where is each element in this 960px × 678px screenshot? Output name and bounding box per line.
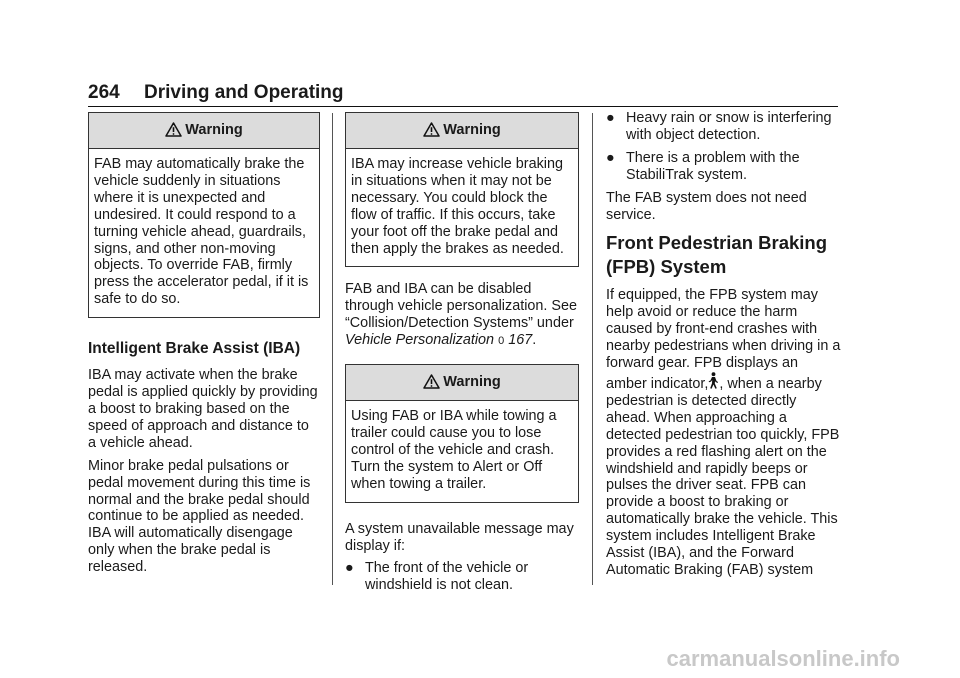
- list-item: [345, 560, 579, 594]
- column-1: [88, 110, 320, 582]
- fpb-heading: Front Pedestrian Braking (FPB) System: [606, 232, 828, 278]
- warning-box-towing: [345, 364, 579, 503]
- iba-paragraph-1: IBA may activate when the brake pedal is applied quickly by providing a boost to braking based on the speed of approach and distance to a vehicle ahead.: [88, 367, 318, 451]
- ref-arrow-icon: 0: [498, 335, 505, 348]
- warning-box-iba: [345, 112, 579, 267]
- warning-header: [89, 113, 319, 149]
- fpb-text-a: If equipped, the FPB system may help avoid or reduce the harm caused by front-end crashes with nearby pedestrians when driving in a forward gear. FPB displays an amber indicator,: [606, 287, 841, 392]
- fpb-paragraph: [606, 287, 842, 578]
- column-2: [345, 110, 579, 600]
- list-item-text: Heavy rain or snow is interfering with object detection.: [626, 110, 832, 143]
- personalization-link[interactable]: Vehicle Personalization: [345, 332, 495, 349]
- column-3: [606, 110, 842, 585]
- list-item-text: There is a problem with the StabiliTrak system.: [626, 149, 800, 183]
- unavailable-intro: A system unavailable message may display if:: [345, 520, 574, 554]
- warning-triangle-icon: [165, 122, 182, 137]
- warning-header: [346, 113, 578, 149]
- warning-title: Warning: [185, 122, 243, 138]
- iba-heading: Intelligent Brake Assist (IBA): [88, 340, 301, 358]
- warning-title: Warning: [443, 374, 501, 391]
- no-service-text: The FAB system does not need service.: [606, 189, 807, 223]
- page-number: 264: [88, 82, 120, 103]
- page-header: [88, 80, 838, 107]
- warning-header: [346, 365, 578, 401]
- bullet-icon: ●: [606, 149, 615, 166]
- fpb-text-b: , when a nearby pedestrian is detected directly ahead. When approaching a detected pedestrian too quickly, FPB provides a red flashing alert on the windshield and rapidly beeps or pulses the driver seat. FPB can provide a boost to braking or automatically brake the vehicle. This system includes Intelligent Brake Assist (IBA), and the Forward Automatic Braking (FAB) system: [606, 375, 840, 578]
- iba-paragraph-2: Minor brake pedal pulsations or pedal movement during this time is normal and the brake pedal should continue to be applied as needed. IBA will automatically disengage only when the brake pedal is released.: [88, 457, 311, 576]
- warning-triangle-icon: [423, 122, 440, 137]
- warning-text: Using FAB or IBA while towing a trailer could cause you to lose control of the vehicle and crash. Turn the system to Alert or Off when towing a trailer.: [351, 408, 557, 492]
- list-item: [606, 110, 842, 144]
- disable-text: FAB and IBA can be disabled through vehicle personalization. See “Collision/Detection Systems” under: [345, 281, 577, 332]
- warning-title: Warning: [443, 122, 501, 138]
- warning-text: FAB may automatically brake the vehicle suddenly in situations where it is unexpected and undesired. It could respond to a turning vehicle ahead, guardrails, signs, and other non-moving objects. To override FAB, firmly press the accelerator pedal, if it is safe to do so.: [94, 156, 309, 308]
- bullet-icon: ●: [345, 560, 354, 577]
- watermark: carmanualsonline.info: [666, 646, 900, 671]
- section-title: Driving and Operating: [144, 82, 344, 103]
- column-divider-1: [332, 113, 333, 585]
- warning-text: IBA may increase vehicle braking in situations when it may not be necessary. You could block the flow of traffic. If this occurs, take your foot off the brake pedal and then apply the brakes as needed.: [351, 156, 564, 257]
- bullet-icon: ●: [606, 110, 615, 126]
- warning-triangle-icon: [423, 374, 440, 389]
- ref-page[interactable]: 167: [508, 332, 533, 349]
- list-item: [606, 150, 842, 184]
- column-divider-2: [592, 113, 593, 585]
- warning-box-fab: [88, 112, 320, 318]
- disable-paragraph: FAB and IBA can be disabled through vehicle personalization. See “Collision/Detection Systems” under Vehicle Personalization 0 167.: [345, 281, 577, 349]
- list-item-text: The front of the vehicle or windshield is not clean.: [365, 560, 529, 594]
- pedestrian-icon: [708, 372, 719, 389]
